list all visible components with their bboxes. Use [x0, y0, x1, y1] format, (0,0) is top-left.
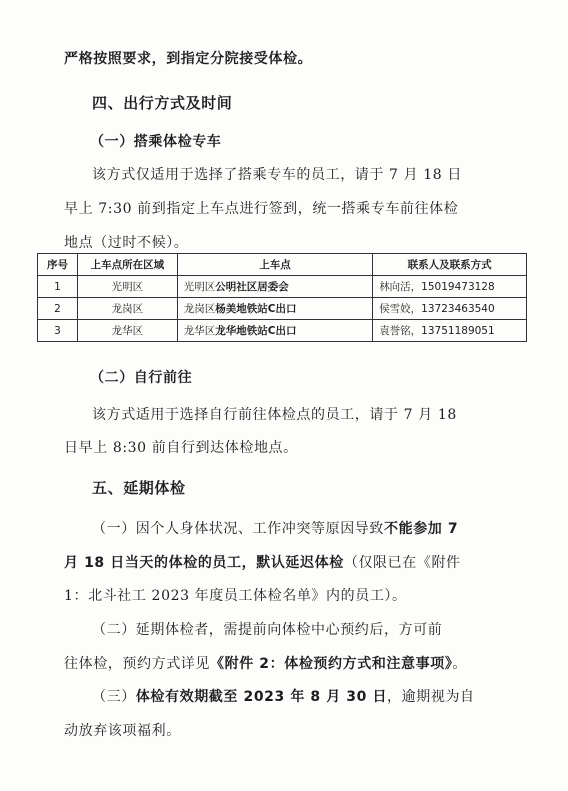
cell-contact: 侯雪姣，13723463540 [373, 298, 527, 320]
continued-line: 严格按照要求，到指定分院接受体检。 [64, 51, 313, 67]
cell-no: 3 [38, 320, 78, 342]
cell-no: 2 [38, 298, 78, 320]
cell-pickup-point [177, 298, 372, 320]
cell-district: 光明区 [77, 276, 177, 298]
header-no: 序号 [38, 254, 78, 276]
table-row [38, 320, 527, 342]
defer-paragraph-1 [92, 518, 538, 538]
defer-paragraph-3 [92, 686, 538, 706]
defer-paragraph-3-line: 动放弃该项福利。 [64, 723, 181, 739]
text: 。 [452, 656, 468, 672]
point-name: 龙华地铁站C出口 [215, 325, 297, 337]
header-district: 上车点所在区域 [77, 254, 177, 276]
emphasis-text: 不能参加 7 [384, 521, 459, 537]
self-paragraph-line: 日早上 8:30 前自行到达体检地点。 [64, 440, 298, 456]
section5-title: 五、延期体检 [92, 479, 186, 497]
defer-paragraph-1-line: 1：北斗社工 2023 年度员工体检名单》内的员工）。 [64, 588, 407, 604]
point-name: 公明社区居委会 [215, 281, 289, 293]
point-prefix: 光明区 [183, 281, 216, 293]
point-prefix: 龙华区 [183, 325, 216, 337]
emphasis-text: 《附件 2：体检预约方式和注意事项》 [210, 656, 453, 672]
point-name: 杨美地铁站C出口 [215, 303, 297, 315]
cell-pickup-point [177, 276, 372, 298]
pickup-table [37, 253, 527, 342]
bus-paragraph-line: 地点（过时不候）。 [64, 235, 189, 251]
text: （三） [92, 689, 136, 705]
section4-title: 四、出行方式及时间 [92, 94, 233, 112]
emphasis-text: 体检有效期截至 2023 年 8 月 30 日 [135, 689, 388, 705]
defer-paragraph-2-line [64, 653, 510, 673]
cell-contact: 林向活，15019473128 [373, 276, 527, 298]
text: （仅限已在《附件 [343, 555, 461, 571]
subsection-bus-title: （一）搭乘体检专车 [90, 134, 222, 150]
table-header-row [38, 254, 527, 276]
defer-paragraph-2: （二）延期体检者，需提前向体检中心预约后，方可前 [92, 622, 443, 638]
text: ，逾期视为自 [387, 689, 475, 705]
header-contact: 联系人及联系方式 [373, 254, 527, 276]
cell-district: 龙岗区 [77, 298, 177, 320]
self-paragraph-line: 该方式适用于选择自行前往体检点的员工，请于 7 月 18 [92, 407, 457, 423]
cell-contact: 袁誉铭，13751189051 [373, 320, 527, 342]
table-row [38, 298, 527, 320]
subsection-self-title: （二）自行前往 [90, 370, 193, 386]
cell-pickup-point [177, 320, 372, 342]
table-row [38, 276, 527, 298]
text: （一）因个人身体状况、工作冲突等原因导致 [92, 521, 384, 537]
point-prefix: 龙岗区 [183, 303, 216, 315]
emphasis-text: 月 18 日当天的体检的员工，默认延迟体检 [64, 555, 344, 571]
text: 往体检，预约方式详见 [64, 656, 210, 672]
header-pickup-point: 上车点 [177, 254, 372, 276]
bus-paragraph-line: 该方式仅适用于选择了搭乘专车的员工，请于 7 月 18 日 [92, 167, 462, 183]
cell-no: 1 [38, 276, 78, 298]
defer-paragraph-1-line [64, 552, 510, 572]
bus-paragraph-line: 早上 7:30 前到指定上车点进行签到，统一搭乘专车前往体检 [64, 201, 459, 217]
cell-district: 龙华区 [77, 320, 177, 342]
